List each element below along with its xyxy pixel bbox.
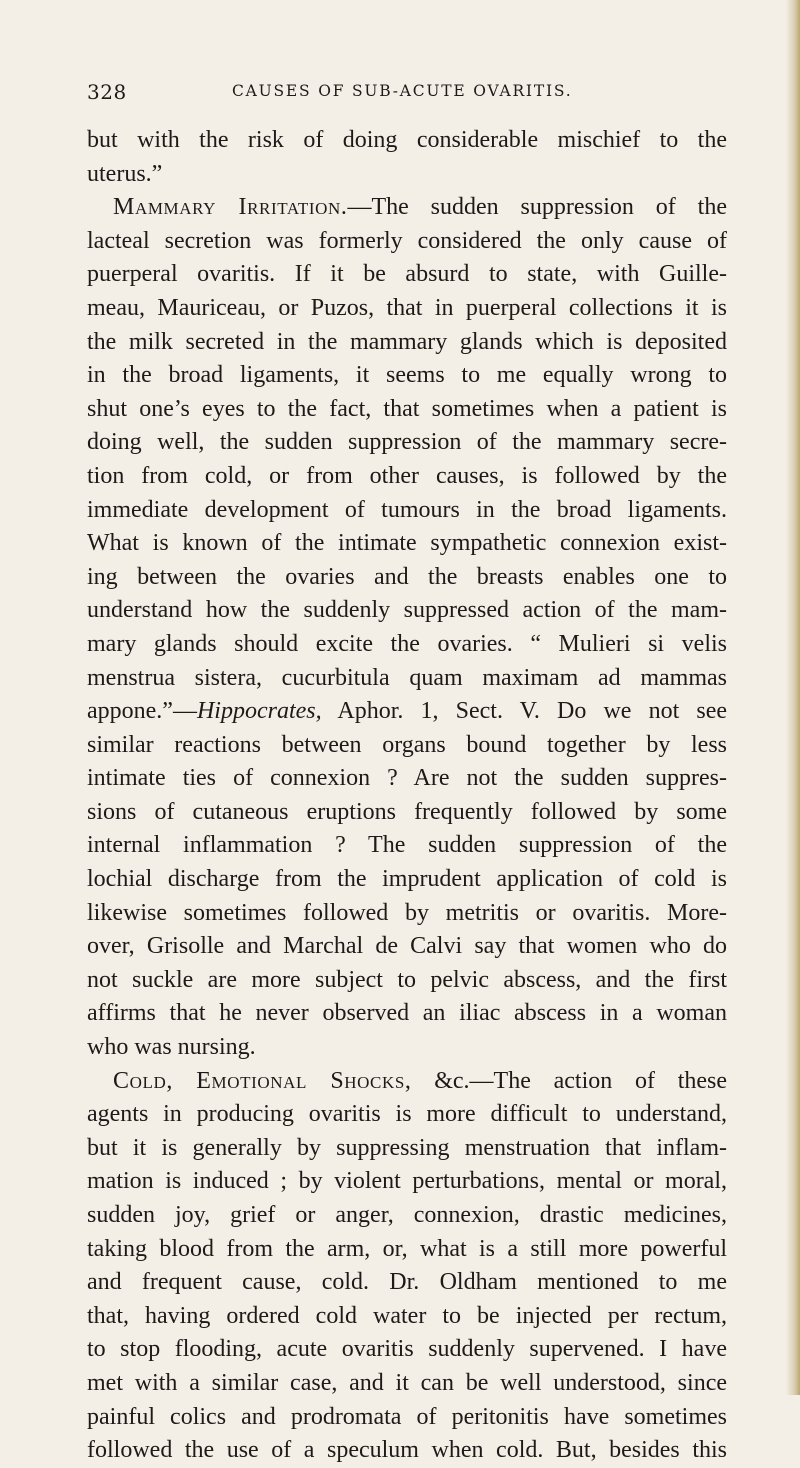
text-line bbox=[87, 796, 727, 830]
text-segment: puerperal ovaritis. If it be absurd to state, with Guille- bbox=[87, 261, 727, 288]
text-line bbox=[87, 561, 727, 595]
text-segment: over, Grisolle and Marchal de Calvi say that women who do bbox=[87, 933, 727, 960]
text-segment: affirms that he never observed an iliac abscess in a woman bbox=[87, 1000, 727, 1027]
text-segment: that, having ordered cold water to be injected per rectum, bbox=[87, 1302, 727, 1329]
text-line bbox=[87, 1367, 727, 1401]
text-line bbox=[87, 762, 727, 796]
text-segment: doing well, the sudden suppression of the mammary secre- bbox=[87, 429, 727, 456]
text-segment: but it is generally by suppressing menstruation that inflam- bbox=[87, 1134, 727, 1161]
text-line bbox=[87, 326, 727, 360]
section-heading: Cold, Emotional Shocks, bbox=[113, 1067, 412, 1094]
body-text bbox=[87, 124, 727, 1468]
text-line bbox=[87, 494, 727, 528]
text-segment: What is known of the intimate sympathetic connexion exist- bbox=[87, 530, 727, 557]
text-line bbox=[87, 964, 727, 998]
text-segment: in the broad ligaments, it seems to me equally wrong to bbox=[87, 362, 727, 389]
text-line bbox=[87, 1233, 727, 1267]
text-line bbox=[87, 1434, 727, 1468]
text-segment: appone.”— bbox=[87, 698, 197, 725]
text-segment: Aphor. 1, Sect. V. Do we not see bbox=[321, 698, 727, 725]
text-segment: —The sudden suppression of the bbox=[347, 194, 727, 221]
text-line bbox=[87, 930, 727, 964]
text-line bbox=[87, 527, 727, 561]
text-segment: the milk secreted in the mammary glands which is deposited bbox=[87, 328, 727, 355]
text-segment: meau, Mauriceau, or Puzos, that in puerperal collections it is bbox=[87, 294, 727, 321]
text-segment: sions of cutaneous eruptions frequently followed by some bbox=[87, 798, 727, 825]
text-line bbox=[87, 1132, 727, 1166]
text-line bbox=[87, 729, 727, 763]
text-segment: but with the risk of doing considerable mischief to the bbox=[87, 127, 727, 153]
text-line bbox=[87, 1165, 727, 1199]
text-segment: mary glands should excite the ovaries. “ Mulieri si velis bbox=[87, 630, 727, 657]
text-segment: lacteal secretion was formerly considered the only cause of bbox=[87, 227, 727, 254]
text-line bbox=[87, 1065, 727, 1099]
text-line bbox=[87, 191, 727, 225]
text-segment: taking blood from the arm, or, what is a still more powerful bbox=[87, 1235, 727, 1262]
page-header bbox=[87, 80, 720, 110]
text-segment: mation is induced ; by violent perturbations, mental or moral, bbox=[87, 1168, 727, 1195]
section-heading: Mammary Irritation. bbox=[113, 194, 348, 221]
text-line bbox=[87, 1031, 727, 1065]
text-line bbox=[87, 292, 727, 326]
text-segment: to stop flooding, acute ovaritis suddenly supervened. I have bbox=[87, 1336, 727, 1363]
text-line bbox=[87, 426, 727, 460]
text-segment: agents in producing ovaritis is more difficult to understand, bbox=[87, 1101, 727, 1128]
text-segment: not suckle are more subject to pelvic abscess, and the first bbox=[87, 966, 727, 993]
text-segment: shut one’s eyes to the fact, that sometimes when a patient is bbox=[87, 395, 727, 422]
text-line bbox=[87, 594, 727, 628]
text-segment: menstrua sistera, cucurbitula quam maximam ad mammas bbox=[87, 664, 727, 691]
text-segment: uterus.” bbox=[87, 160, 163, 187]
italic-text: Hippocrates, bbox=[196, 698, 322, 725]
text-line bbox=[87, 359, 727, 393]
text-segment: sudden joy, grief or anger, connexion, drastic medicines, bbox=[87, 1202, 727, 1228]
text-line bbox=[87, 225, 727, 259]
text-segment: understand how the suddenly suppressed action of the mam- bbox=[87, 597, 727, 624]
text-line bbox=[87, 393, 727, 427]
text-line bbox=[87, 662, 727, 696]
text-segment: followed the use of a speculum when cold. But, besides this bbox=[87, 1437, 727, 1464]
text-line bbox=[87, 997, 727, 1031]
text-segment: &c.—The action of these bbox=[411, 1067, 728, 1094]
text-segment: ing between the ovaries and the breasts enables one to bbox=[87, 563, 727, 590]
text-segment: met with a similar case, and it can be well understood, since bbox=[87, 1369, 727, 1396]
text-segment: lochial discharge from the imprudent application of cold is bbox=[87, 866, 727, 893]
text-line bbox=[87, 1401, 727, 1435]
page-number: 328 bbox=[87, 80, 127, 104]
text-line bbox=[87, 897, 727, 931]
text-line bbox=[87, 124, 727, 158]
text-line bbox=[87, 695, 727, 729]
text-line bbox=[87, 258, 727, 292]
text-segment: similar reactions between organs bound together by less bbox=[87, 731, 727, 758]
running-head: CAUSES OF SUB-ACUTE OVARITIS. bbox=[232, 82, 573, 100]
text-segment: and frequent cause, cold. Dr. Oldham mentioned to me bbox=[87, 1269, 727, 1296]
text-line bbox=[87, 1333, 727, 1367]
text-segment: painful colics and prodromata of peritonitis have sometimes bbox=[87, 1403, 727, 1430]
text-segment: tion from cold, or from other causes, is followed by the bbox=[87, 462, 727, 489]
text-line bbox=[87, 628, 727, 662]
page-edge bbox=[786, 0, 800, 1395]
text-segment: immediate development of tumours in the broad ligaments. bbox=[87, 496, 727, 523]
text-line bbox=[87, 460, 727, 494]
text-line bbox=[87, 1098, 727, 1132]
text-line bbox=[87, 158, 727, 192]
text-segment: likewise sometimes followed by metritis or ovaritis. More- bbox=[87, 899, 727, 926]
text-line bbox=[87, 863, 727, 897]
text-line bbox=[87, 1199, 727, 1233]
text-segment: internal inflammation ? The sudden suppression of the bbox=[87, 832, 727, 859]
text-segment: who was nursing. bbox=[87, 1034, 256, 1061]
text-line bbox=[87, 829, 727, 863]
text-segment: intimate ties of connexion ? Are not the sudden suppres- bbox=[87, 765, 727, 792]
text-line bbox=[87, 1266, 727, 1300]
text-line bbox=[87, 1300, 727, 1334]
